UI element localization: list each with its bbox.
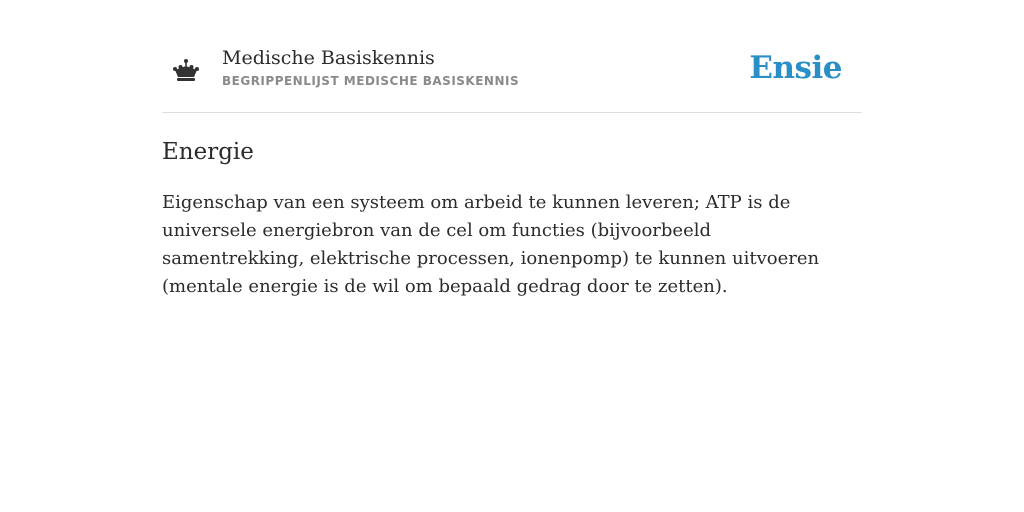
brand-logo[interactable]: Ensie bbox=[749, 50, 842, 86]
site-titles bbox=[222, 46, 519, 88]
crown-icon[interactable] bbox=[172, 58, 200, 84]
site-subtitle[interactable]: BEGRIPPENLIJST MEDISCHE BASISKENNIS bbox=[222, 74, 520, 88]
site-title[interactable]: Medische Basiskennis bbox=[222, 47, 435, 69]
header bbox=[162, 44, 862, 113]
page bbox=[162, 0, 862, 301]
term-heading: Energie bbox=[162, 139, 254, 165]
term-definition: Eigenschap van een systeem om arbeid te kunnen leveren; ATP is de universele energiebron van de cel om functies (bijvoorbeeld samentrekking, elektrische processen, ionenpomp) te kunnen uitvoeren (mentale energie is de wil om bepaald gedrag door te zetten). bbox=[162, 192, 820, 297]
